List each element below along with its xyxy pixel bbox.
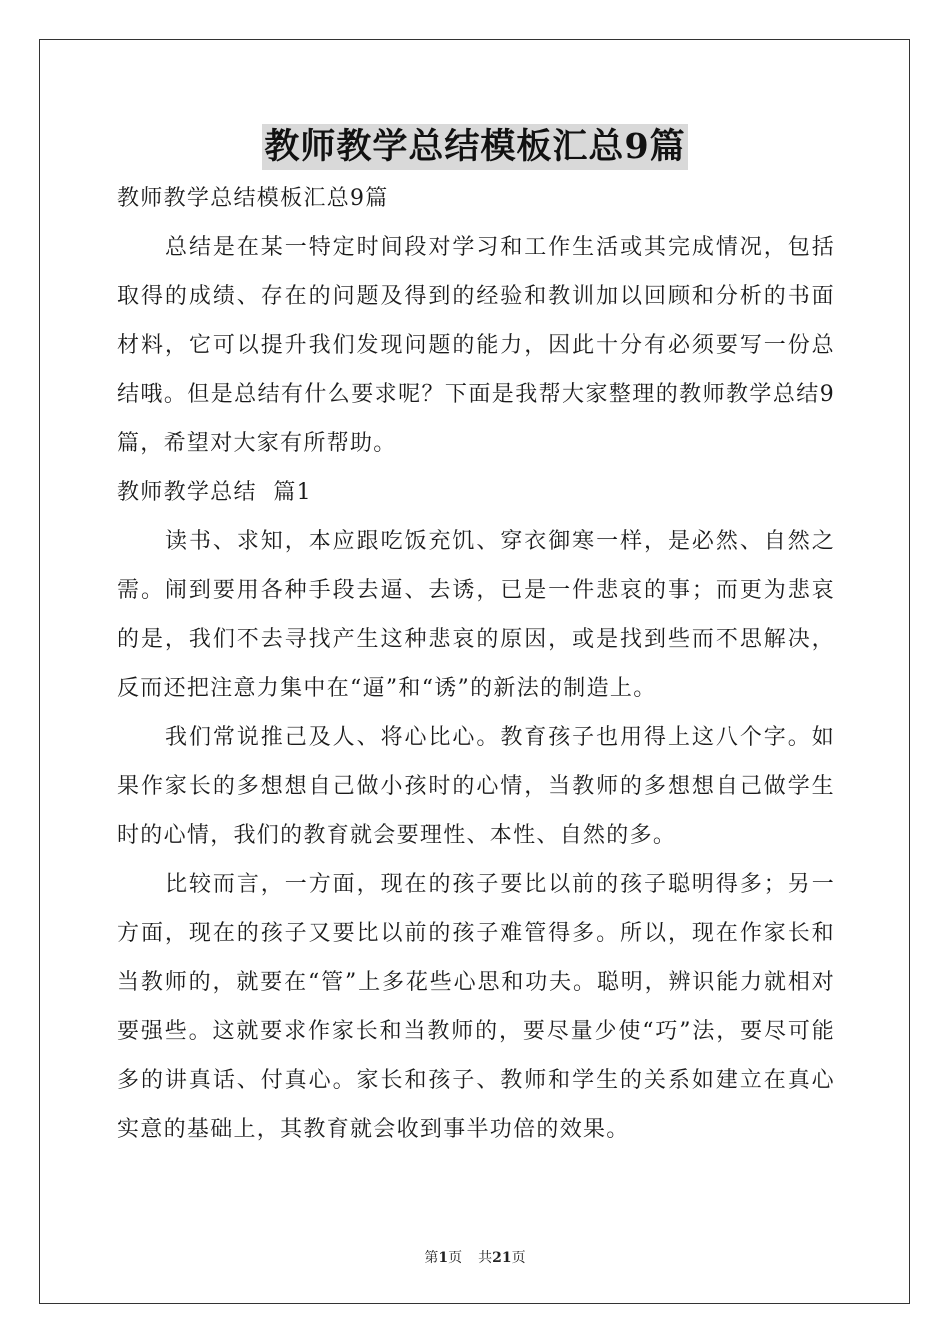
total-prefix: 共 [478,1250,493,1266]
total-pages-number: 21 [492,1250,512,1266]
current-page-number: 1 [438,1250,449,1266]
section-heading: 教师教学总结 篇1 [117,480,312,505]
page-footer [0,1247,950,1267]
document-body [117,174,835,1154]
page-suffix: 页 [448,1250,463,1266]
body-paragraph: 比较而言，一方面，现在的孩子要比以前的孩子聪明得多；另一方面，现在的孩子又要比以前的孩子难管得多。所以，现在作家长和当教师的，就要在“管”上多花些心思和功夫。聪明，辨识能力就相对要强些。这就要求作家长和当教师的，要尽量少使“巧”法，要尽可能多的讲真话、付真心。家长和孩子、教师和学生的关系如建立在真心实意的基础上，其教育就会收到事半功倍的效果。 [117,872,835,1142]
page-prefix: 第 [424,1250,439,1266]
intro-paragraph: 总结是在某一特定时间段对学习和工作生活或其完成情况，包括取得的成绩、存在的问题及得到的经验和教训加以回顾和分析的书面材料，它可以提升我们发现问题的能力，因此十分有必须要写一份总结哦。但是总结有什么要求呢？下面是我帮大家整理的教师教学总结9篇，希望对大家有所帮助。 [117,235,835,456]
body-paragraph: 读书、求知，本应跟吃饭充饥、穿衣御寒一样，是必然、自然之需。闹到要用各种手段去逼、去诱，已是一件悲哀的事；而更为悲哀的是，我们不去寻找产生这种悲哀的原因，或是找到些而不思解决，反而还把注意力集中在“逼”和“诱”的新法的制造上。 [117,529,835,701]
body-paragraph: 我们常说推己及人、将心比心。教育孩子也用得上这八个字。如果作家长的多想想自己做小孩时的心情，当教师的多想想自己做学生时的心情，我们的教育就会要理性、本性、自然的多。 [117,725,835,848]
document-subtitle: 教师教学总结模板汇总9篇 [117,186,389,211]
title-wrapper [0,124,950,170]
document-title: 教师教学总结模板汇总9篇 [262,124,687,170]
total-suffix: 页 [511,1250,526,1266]
